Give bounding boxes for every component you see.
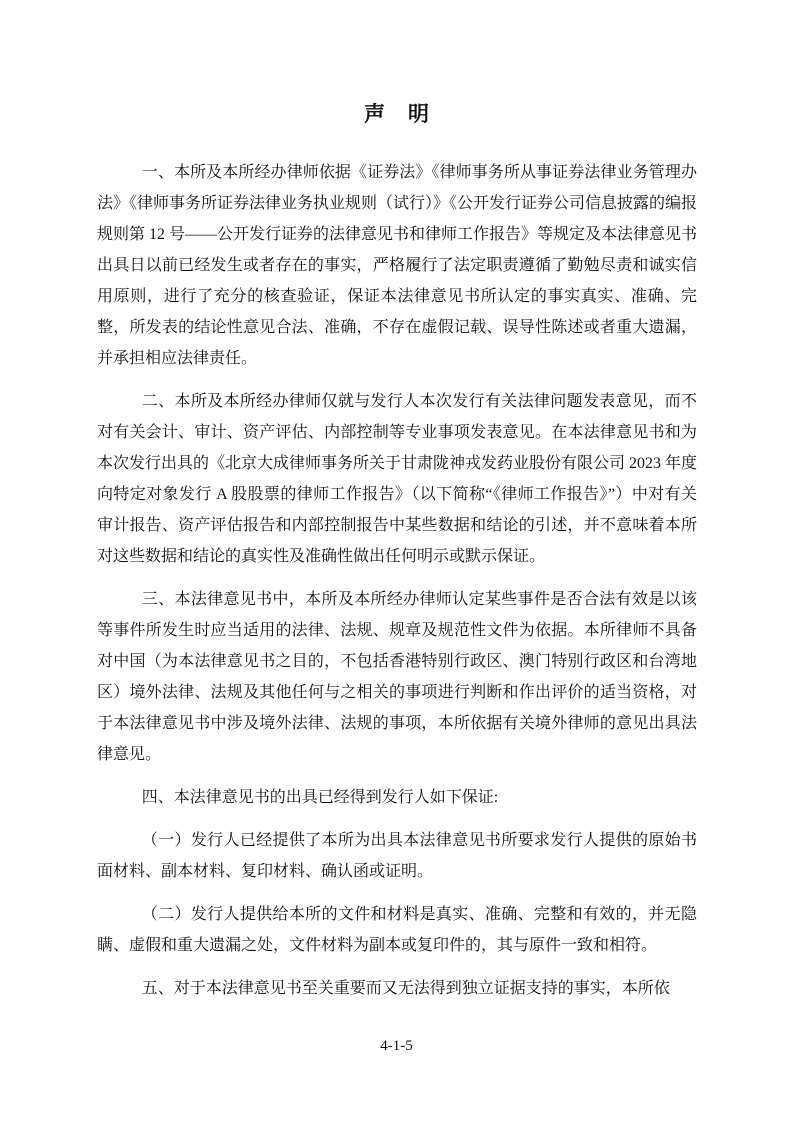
paragraph-5: （一）发行人已经提供了本所为出具本法律意见书所要求发行人提供的原始书面材料、副本材料、复印材料、确认函或证明。 <box>97 832 697 880</box>
paragraph-2: 二、本所及本所经办律师仅就与发行人本次发行有关法律问题发表意见，而不对有关会计、审计、资产评估、内部控制等专业事项发表意见。在本法律意见书和为本次发行出具的《北京大成律师事务所关于甘肃陇神戎发药业股份有限公司 2023 年度向特定对象发行 A 股股票的律师工作报告》（以下简称“《律师工作报告》”）中对有关审计报告、资产评估报告和内部控制报告中某些数据和结论的引述，并不意味着本所对这些数据和结论的真实性及准确性做出任何明示或默示保证。 <box>97 393 698 565</box>
document-body <box>97 157 697 1004</box>
page-title: 声 明 <box>364 102 430 126</box>
document-content <box>97 0 697 1004</box>
paragraph-6: （二）发行人提供给本所的文件和材料是真实、准确、完整和有效的，并无隐瞒、虚假和重大遗漏之处，文件材料为副本或复印件的，其与原件一致和相符。 <box>97 906 697 954</box>
paragraph-7: 五、对于本法律意见书至关重要而又无法得到独立证据支持的事实，本所依 <box>141 980 670 997</box>
paragraph-1: 一、本所及本所经办律师依据《证券法》《律师事务所从事证券法律业务管理办法》《律师事务所证券法律业务执业规则（试行）》《公开发行证券公司信息披露的编报规则第 12 号——公开发行证券的法律意见书和律师工作报告》等规定及本法律意见书出具日以前已经发生或者存在的事实，严格履行了法定职责遵循了勤勉尽责和诚实信用原则，进行了充分的核查验证，保证本法律意见书所认定的事实真实、准确、完整，所发表的结论性意见合法、准确，不存在虚假记载、误导性陈述或者重大遗漏，并承担相应法律责任。 <box>97 164 698 367</box>
paragraph-4: 四、本法律意见书的出具已经得到发行人如下保证: <box>141 789 499 806</box>
page-number: 4-1-5 <box>380 1038 413 1054</box>
paragraph-3: 三、本法律意见书中，本所及本所经办律师认定某些事件是否合法有效是以该等事件所发生时应当适用的法律、法规、规章及规范性文件为依据。本所律师不具备对中国（为本法律意见书之目的，不包括香港特别行政区、澳门特别行政区和台湾地区）境外法律、法规及其他任何与之相关的事项进行判断和作出评价的适当资格，对于本法律意见书中涉及境外法律、法规的事项，本所依据有关境外律师的意见出具法律意见。 <box>97 591 697 763</box>
